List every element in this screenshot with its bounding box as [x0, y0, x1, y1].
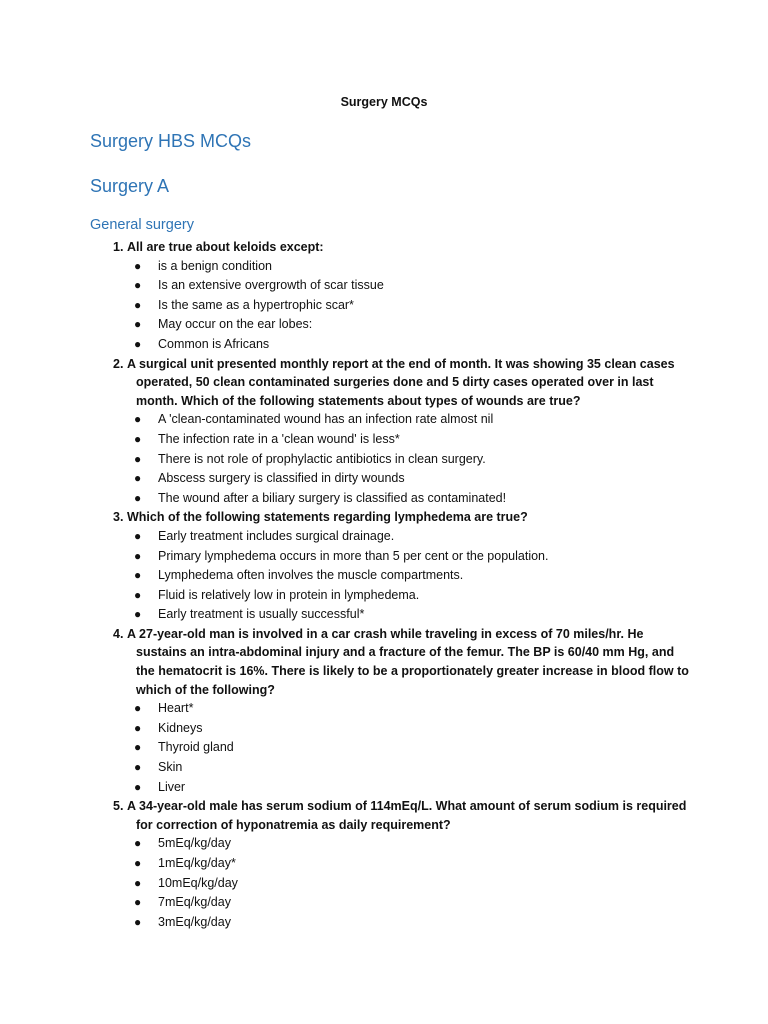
option-item — [113, 778, 693, 798]
question-text — [113, 238, 693, 257]
option-list — [113, 410, 693, 508]
question-text — [113, 797, 693, 834]
option-text: Fluid is relatively low in protein in lymphedema. — [158, 587, 420, 602]
option-text: The wound after a biliary surgery is classified as contaminated! — [158, 490, 507, 505]
heading-general-surgery: General surgery — [90, 217, 194, 233]
option-text: Early treatment includes surgical drainage. — [158, 528, 395, 543]
bullet-icon: ● — [134, 568, 142, 583]
option-text: There is not role of prophylactic antibiotics in clean surgery. — [158, 451, 486, 466]
option-text: May occur on the ear lobes: — [158, 317, 313, 332]
option-text: 10mEq/kg/day — [158, 875, 238, 890]
bullet-icon: ● — [134, 875, 142, 890]
question-text — [113, 355, 693, 411]
option-item — [113, 257, 693, 277]
bullet-icon: ● — [134, 431, 142, 446]
question-number: 3. — [113, 510, 124, 525]
option-list — [113, 257, 693, 355]
option-text: Liver — [158, 779, 186, 794]
question-number: 5. — [113, 799, 124, 814]
option-text: Heart* — [158, 701, 194, 716]
heading-surgery-hbs-mcqs: Surgery HBS MCQs — [90, 131, 252, 151]
option-text: Is the same as a hypertrophic scar* — [158, 297, 354, 312]
option-text: 3mEq/kg/day — [158, 914, 231, 929]
question-number: 2. — [113, 356, 124, 371]
option-item — [113, 296, 693, 316]
option-item — [113, 547, 693, 567]
option-text: Primary lymphedema occurs in more than 5 per cent or the population. — [158, 548, 549, 563]
question-3 — [113, 508, 693, 625]
option-item — [113, 489, 693, 509]
question-stem: Which of the following statements regarding lymphedema are true? — [127, 510, 528, 525]
question-text — [113, 508, 693, 527]
option-item — [113, 430, 693, 450]
option-item — [113, 276, 693, 296]
question-1 — [113, 238, 693, 355]
option-list — [113, 699, 693, 797]
option-text: A 'clean-contaminated wound has an infection rate almost nil — [158, 412, 494, 427]
bullet-icon: ● — [134, 779, 142, 794]
bullet-icon: ● — [134, 607, 142, 622]
option-text: Kidneys — [158, 720, 203, 735]
bullet-icon: ● — [134, 278, 142, 293]
option-item — [113, 854, 693, 874]
option-text: Abscess surgery is classified in dirty wounds — [158, 471, 405, 486]
question-text — [113, 625, 693, 699]
option-item — [113, 874, 693, 894]
option-text: Early treatment is usually successful* — [158, 607, 365, 622]
option-item — [113, 913, 693, 933]
bullet-icon: ● — [134, 740, 142, 755]
option-list — [113, 527, 693, 625]
question-number: 4. — [113, 626, 124, 641]
bullet-icon: ● — [134, 490, 142, 505]
option-item — [113, 758, 693, 778]
bullet-icon: ● — [134, 297, 142, 312]
option-item — [113, 893, 693, 913]
option-item — [113, 605, 693, 625]
option-item — [113, 410, 693, 430]
option-item — [113, 527, 693, 547]
question-stem: A 34-year-old male has serum sodium of 114mEq/L. What amount of serum sodium is required for correction of hyponatremia as daily requirement? — [127, 799, 687, 832]
option-item — [113, 586, 693, 606]
question-2 — [113, 355, 693, 509]
option-item — [113, 469, 693, 489]
option-text: Is an extensive overgrowth of scar tissue — [158, 278, 384, 293]
option-item — [113, 699, 693, 719]
option-text: Thyroid gland — [158, 740, 234, 755]
bullet-icon: ● — [134, 856, 142, 870]
heading-surgery-a: Surgery A — [90, 176, 170, 196]
question-number: 1. — [113, 240, 124, 254]
option-item — [113, 315, 693, 335]
bullet-icon: ● — [134, 836, 142, 851]
bullet-icon: ● — [134, 336, 142, 351]
bullet-icon: ● — [134, 528, 142, 543]
document-title: Surgery MCQs — [340, 95, 428, 109]
bullet-icon: ● — [134, 317, 142, 332]
bullet-icon: ● — [134, 451, 142, 466]
option-item — [113, 566, 693, 586]
question-5 — [113, 797, 693, 932]
question-stem: A 27-year-old man is involved in a car crash while traveling in excess of 70 miles/hr. He sustains an intra-abdominal injury and a fracture of the femur. The BP is 60/40 mm Hg, and the hematocrit is 16%. There is likely to be a proportionately greater increase in blood flow to which of the following? — [127, 626, 689, 697]
bullet-icon: ● — [134, 720, 142, 735]
option-item — [113, 834, 693, 854]
bullet-icon: ● — [134, 548, 142, 563]
question-stem: A surgical unit presented monthly report at the end of month. It was showing 35 clean cases operated, 50 clean contaminated surgeries done and 5 dirty cases operated over in last month. Which of the following statements about types of wounds are true? — [127, 356, 675, 408]
option-item — [113, 719, 693, 739]
option-text: Common is Africans — [158, 336, 270, 351]
bullet-icon: ● — [134, 701, 142, 716]
option-text: 7mEq/kg/day — [158, 895, 231, 910]
bullet-icon: ● — [134, 258, 142, 273]
question-stem: All are true about keloids except: — [127, 240, 324, 254]
bullet-icon: ● — [134, 760, 142, 775]
bullet-icon: ● — [134, 587, 142, 602]
bullet-icon: ● — [134, 895, 142, 910]
option-item — [113, 335, 693, 355]
option-text: Skin — [158, 760, 183, 775]
option-text: 5mEq/kg/day — [158, 836, 231, 851]
bullet-icon: ● — [134, 471, 142, 486]
option-text: Lymphedema often involves the muscle compartments. — [158, 568, 464, 583]
question-4 — [113, 625, 693, 797]
option-text: 1mEq/kg/day* — [158, 856, 236, 870]
option-list — [113, 834, 693, 932]
bullet-icon: ● — [134, 412, 142, 427]
option-item — [113, 450, 693, 470]
option-text: The infection rate in a 'clean wound' is less* — [158, 431, 400, 446]
bullet-icon: ● — [134, 914, 142, 929]
question-list — [113, 238, 693, 932]
option-item — [113, 738, 693, 758]
option-text: is a benign condition — [158, 258, 272, 273]
